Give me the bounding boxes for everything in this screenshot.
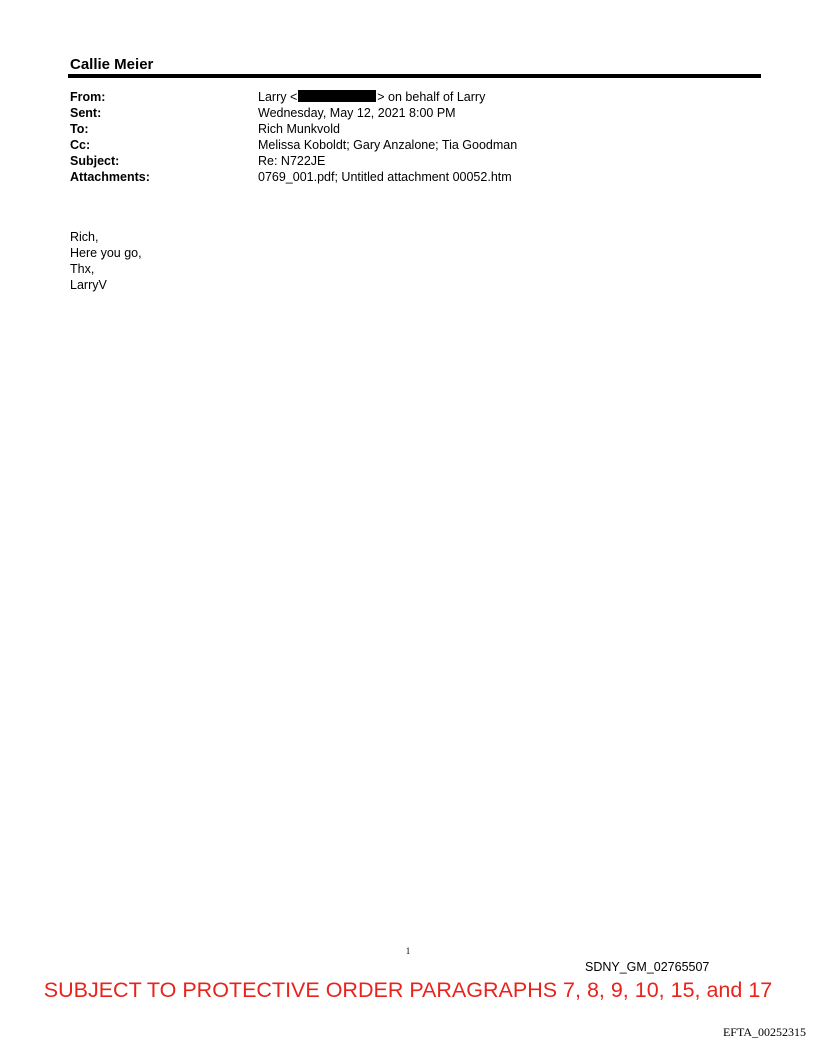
sent-label: Sent: (70, 106, 102, 120)
from-name: Larry < (258, 90, 298, 104)
attachments-value: 0769_001.pdf; Untitled attachment 00052.htm (258, 170, 512, 184)
to-value: Rich Munkvold (258, 122, 340, 136)
attachments-row (70, 169, 670, 185)
cc-label: Cc: (70, 138, 91, 152)
subject-row (70, 153, 670, 169)
to-row (70, 121, 670, 137)
subject-value: Re: N722JE (258, 154, 326, 168)
body-line: Rich, (70, 230, 99, 244)
redaction-box (298, 90, 376, 102)
email-body (70, 229, 142, 293)
attachments-label: Attachments: (70, 170, 150, 184)
page-number: 1 (405, 946, 411, 956)
body-line: LarryV (70, 278, 107, 292)
email-header (70, 89, 670, 185)
cc-value: Melissa Koboldt; Gary Anzalone; Tia Goodman (258, 138, 518, 152)
header-rule (68, 74, 761, 78)
cc-row (70, 137, 670, 153)
sent-row (70, 105, 670, 121)
bates-number: SDNY_GM_02765507 (585, 960, 710, 974)
from-suffix: > on behalf of Larry (377, 90, 486, 104)
from-row (70, 89, 670, 105)
body-line: Thx, (70, 262, 95, 276)
subject-label: Subject: (70, 154, 120, 168)
mailbox-owner-name: Callie Meier (70, 56, 154, 73)
protective-order-stamp: SUBJECT TO PROTECTIVE ORDER PARAGRAPHS 7, 8, 9, 10, 15, and 17 (43, 978, 773, 1002)
to-label: To: (70, 122, 89, 136)
sent-value: Wednesday, May 12, 2021 8:00 PM (258, 106, 456, 120)
from-label: From: (70, 90, 106, 104)
body-line: Here you go, (70, 246, 142, 260)
efta-id: EFTA_00252315 (722, 1025, 806, 1039)
from-value (258, 89, 670, 105)
